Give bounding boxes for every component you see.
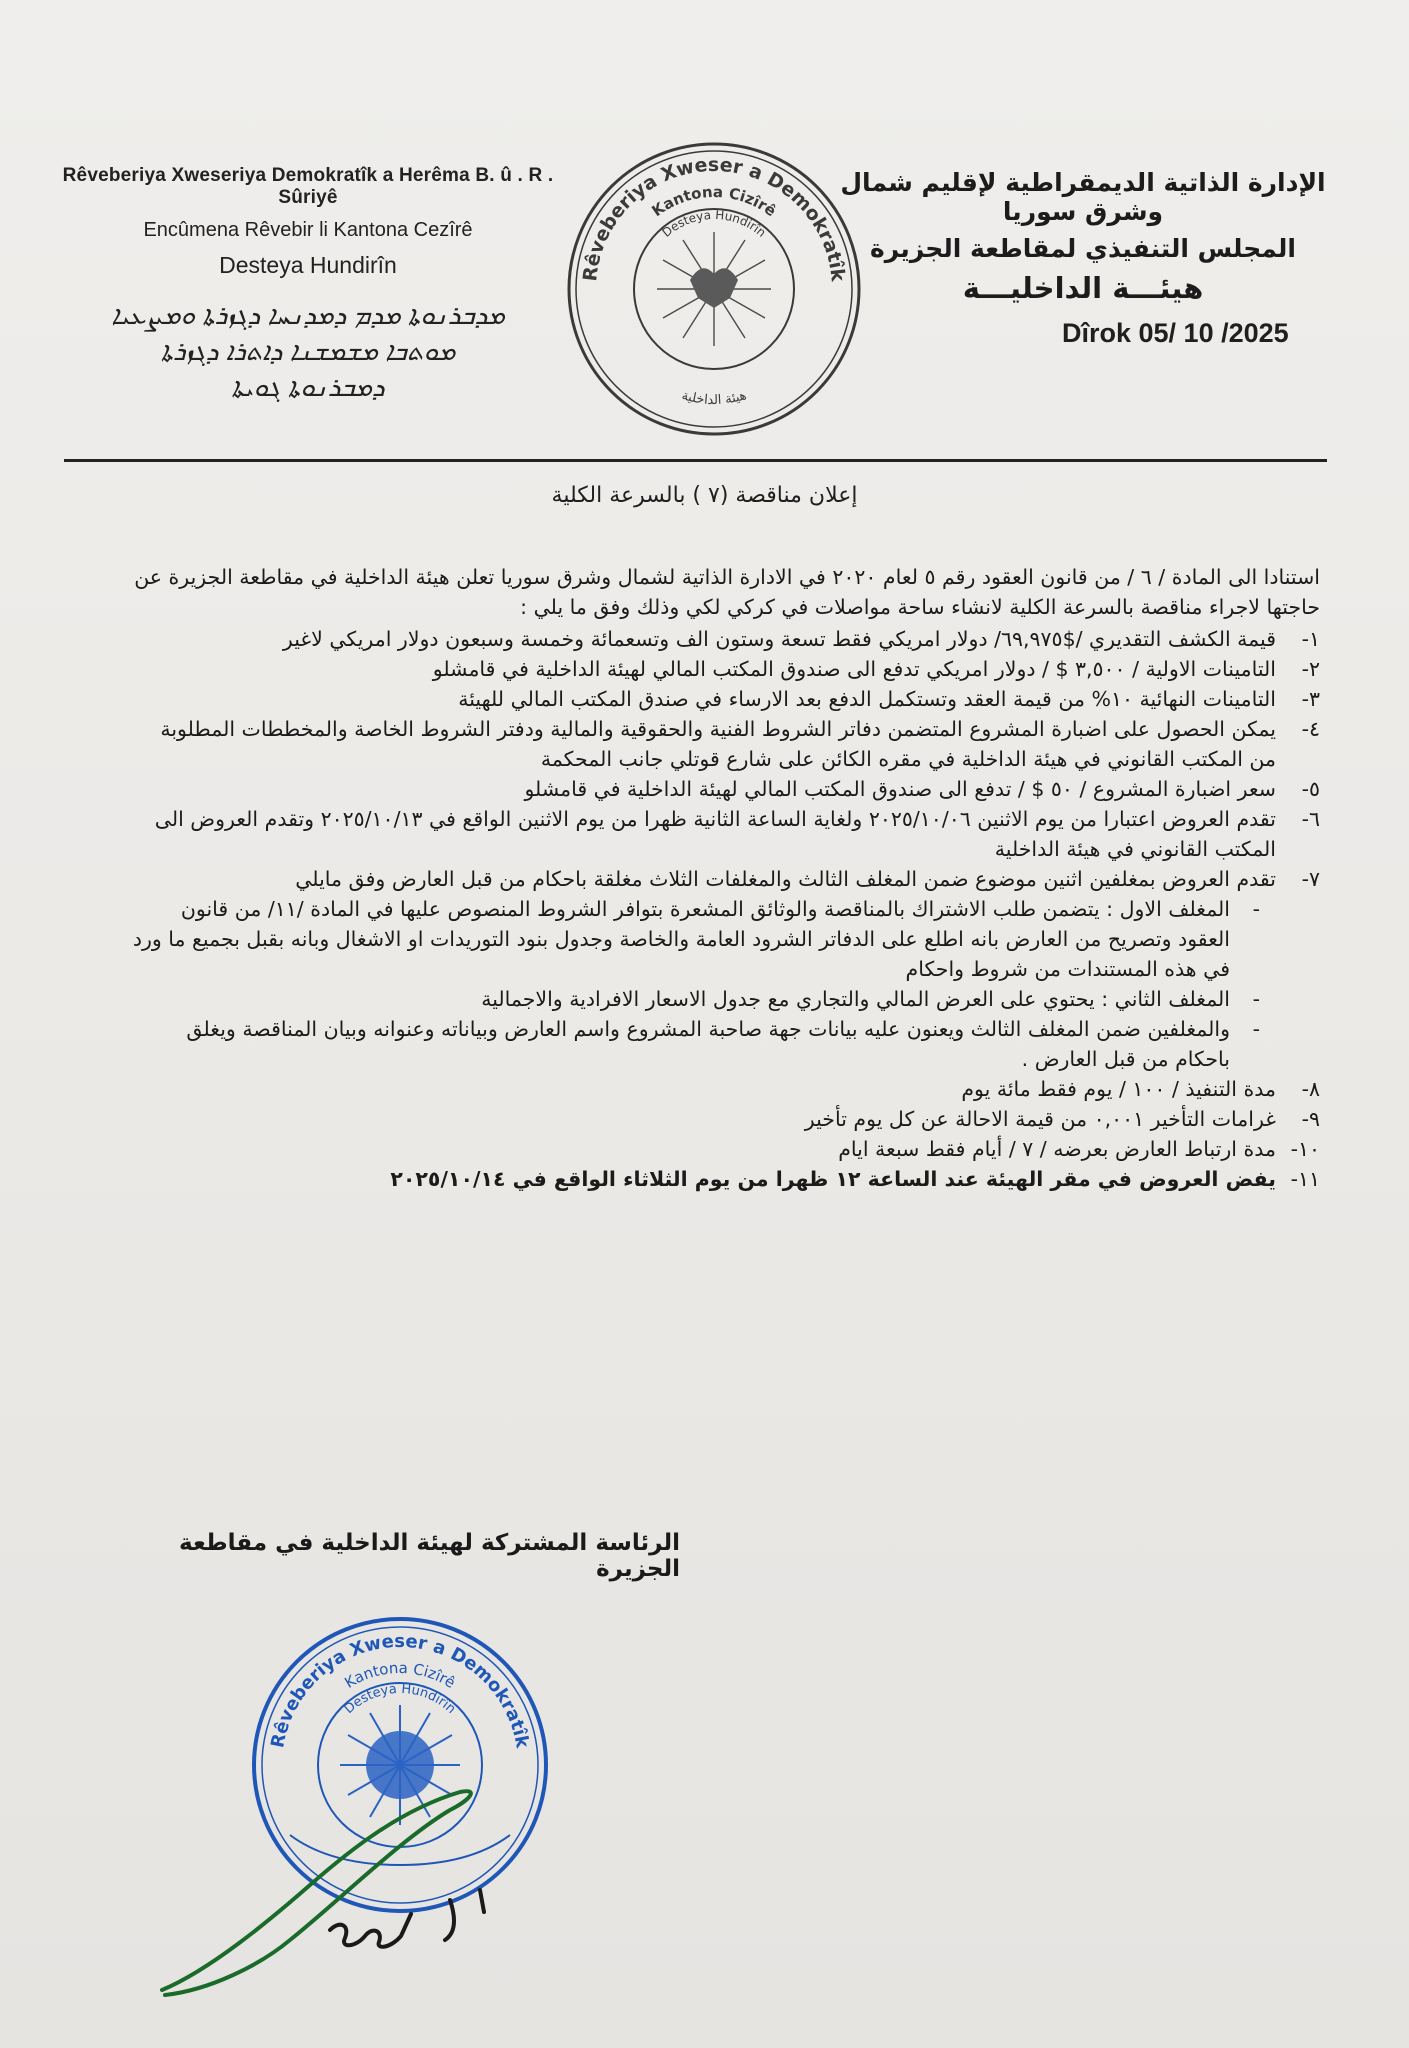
list-item-text: التامينات الاولية / ٣,٥٠٠ $ / دولار امريكي تدفع الى صندوق المكتب المالي لهيئة الداخلية في قامشلو <box>432 657 1276 681</box>
list-item-text: تقدم العروض اعتبارا من يوم الاثنين ٢٠٢٥/١٠/٠٦ ولغاية الساعة الثانية ظهرا من يوم الاثنين الواقع في ٢٠٢٥/١٠/١٣ وتقدم العروض الى المكتب القانوني في هيئة الداخلية <box>154 807 1276 861</box>
top-seal-arabic-text: هيئة الداخلية <box>679 388 749 409</box>
sub-item-bullet: - <box>1252 987 1260 1011</box>
list-item-number: ٤- <box>1301 717 1320 741</box>
bottom-seal-outer-text: Rêveberiya Xweser a Demokratîk <box>267 1630 533 1750</box>
list-item <box>130 1134 1320 1164</box>
list-item-number: ٥- <box>1301 777 1320 801</box>
list-item <box>130 804 1320 864</box>
header-kurdish-line-2: Encûmena Rêvebir li Kantona Cezîrê <box>143 219 473 241</box>
signatory-title: الرئاسة المشتركة لهيئة الداخلية في مقاطعة الجزيرة <box>179 1530 680 1582</box>
top-seal-outer-text: Rêveberiya Xweser a Demokratîk <box>579 153 849 283</box>
header-kurdish-line-3: Desteya Hundirîn <box>219 252 397 278</box>
list-item-number: ٦- <box>1301 807 1320 831</box>
bottom-seal-inner-text: Desteya Hundirîn <box>341 1681 459 1718</box>
header-syriac-line-3: ܕܡܒܪܢܘܬܐ ܓܘܝܬܐ <box>231 372 385 402</box>
list-item <box>130 864 1320 894</box>
list-item-number: ٩- <box>1301 1107 1320 1131</box>
list-item-text: سعر اضبارة المشروع / ٥٠ $ / تدفع الى صندوق المكتب المالي لهيئة الداخلية في قامشلو <box>524 777 1276 801</box>
list-item <box>130 1104 1320 1134</box>
signature-graphic <box>150 1780 570 2010</box>
list-item <box>130 1074 1320 1104</box>
header-syriac-line-1: ܡܕܒܪܢܘܬܐ ܡܕܡ ܕܡܕܢܚܐ ܕܓܙܪܬܐ ܘܡܨܥܝܐ <box>111 300 505 330</box>
header-kurdish-line-1: Rêveberiya Xweseriya Demokratîk a Herêma B. û . R . Sûriyê <box>62 165 554 208</box>
sub-item <box>130 894 1320 984</box>
sub-item-bullet: - <box>1252 1017 1260 1041</box>
list-item-number: ١١- <box>1290 1167 1320 1191</box>
top-seal-eagle-icon <box>690 268 738 308</box>
list-item-number: ٣- <box>1301 687 1320 711</box>
bottom-seal-middle-text: Kantona Cizîrê <box>341 1658 459 1692</box>
announcement-intro: استنادا الى المادة / ٦ / من قانون العقود رقم ٥ لعام ٢٠٢٠ في الادارة الذاتية لشمال وشرق سوريا تعلن هيئة الداخلية في مقاطعة الجزيرة عن حاجتها لاجراء مناقصة بالسرعة الكلية لانشاء ساحة مواصلات في كركي لكي وذلك وفق ما يلي : <box>134 565 1320 619</box>
announcement-body <box>130 562 1320 1194</box>
header-arabic-line-2: المجلس التنفيذي لمقاطعة الجزيرة <box>870 234 1296 263</box>
list-item <box>130 1164 1320 1194</box>
sub-item-text: والمغلفين ضمن المغلف الثالث ويعنون عليه بيانات جهة صاحبة المشروع واسم العارض وبياناته وعنوانه وبيان المناقصة ويغلق باحكام من قبل العارض . <box>186 1017 1230 1071</box>
header-syriac-line-2: ܡܘܬܒܐ ܡܫܡܫܢܐ ܕܐܬܪܐ ܕܓܙܪܬܐ <box>160 336 456 366</box>
list-item <box>130 654 1320 684</box>
list-item-text: مدة ارتباط العارض بعرضه / ٧ / أيام فقط سبعة ايام <box>838 1137 1276 1161</box>
sub-item-text: المغلف الثاني : يحتوي على العرض المالي والتجاري مع جدول الاسعار الافرادية والاجمالية <box>481 987 1230 1011</box>
header-divider <box>64 459 1327 462</box>
sub-item-bullet: - <box>1252 897 1260 921</box>
top-seal-graphic <box>565 140 863 438</box>
header-syriac <box>58 297 558 405</box>
list-item-text: مدة التنفيذ / ١٠٠ / يوم فقط مائة يوم <box>961 1077 1276 1101</box>
header-arabic <box>823 168 1343 305</box>
top-seal-inner-text: Desteya Hundirîn <box>659 207 769 240</box>
list-item <box>130 624 1320 654</box>
list-item-number: ٨- <box>1301 1077 1320 1101</box>
list-item-number: ١- <box>1301 627 1320 651</box>
list-item-text: قيمة الكشف التقديري /$٦٩,٩٧٥/ دولار امريكي فقط تسعة وستون الف وتسعمائة وخمسة وسبعون دولار امريكي لاغير <box>282 627 1276 651</box>
header-arabic-line-1: الإدارة الذاتية الديمقراطية لإقليم شمال وشرق سوريا <box>840 168 1326 226</box>
list-item-text: غرامات التأخير ٠,٠٠١ من قيمة الاحالة عن كل يوم تأخير <box>804 1107 1276 1131</box>
list-item-text: يفض العروض في مقر الهيئة عند الساعة ١٢ ظهرا من يوم الثلاثاء الواقع في ٢٠٢٥/١٠/١٤ <box>390 1167 1276 1191</box>
list-item <box>130 714 1320 774</box>
list-item-number: ٢- <box>1301 657 1320 681</box>
sub-item <box>130 1014 1320 1074</box>
svg-text:هيئة الداخلية <box>680 388 749 408</box>
top-seal <box>565 140 863 438</box>
header-kurdish <box>58 165 558 405</box>
list-item-text: تقدم العروض بمغلفين اثنين موضوع ضمن المغلف الثالث والمغلفات الثلاث مغلقة باحكام من قبل العارض وفق مايلي <box>295 867 1276 891</box>
top-seal-middle-text: Kantona Cizîrê <box>648 182 780 221</box>
list-item-number: ٧- <box>1301 867 1320 891</box>
signature-icon <box>150 1780 570 2014</box>
header-arabic-line-3: هيئـــة الداخليـــة <box>962 271 1204 305</box>
list-item-number: ١٠- <box>1290 1137 1320 1161</box>
document-date: Dîrok 05/ 10 /2025 <box>1062 318 1289 348</box>
list-item <box>130 684 1320 714</box>
sub-item-text: المغلف الاول : يتضمن طلب الاشتراك بالمناقصة والوثائق المشعرة بتوافر الشروط المنصوص عليها في المادة /١١/ من قانون العقود وتصريح من العارض بانه اطلع على الدفاتر الشرود العامة والخاصة وجدول بنود التوريدات او الاشغال وبانه بقبل بجميع ما ورد في هذه المستندات من شروط واحكام <box>132 897 1230 981</box>
sub-item <box>130 984 1320 1014</box>
list-item <box>130 774 1320 804</box>
announcement-title: إعلان مناقصة (٧ ) بالسرعة الكلية <box>551 483 858 508</box>
list-item-text: التامينات النهائية ١٠% من قيمة العقد وتستكمل الدفع بعد الارساء في صندق المكتب المالي للهيئة <box>458 687 1276 711</box>
list-item-text: يمكن الحصول على اضبارة المشروع المتضمن دفاتر الشروط الفنية والحقوقية والمالية ودفتر الشروط الخاصة والمخططات المطلوبة من المكتب القانوني في هيئة الداخلية في مقره الكائن على شارع قوتلي جانب المحكمة <box>160 717 1276 771</box>
